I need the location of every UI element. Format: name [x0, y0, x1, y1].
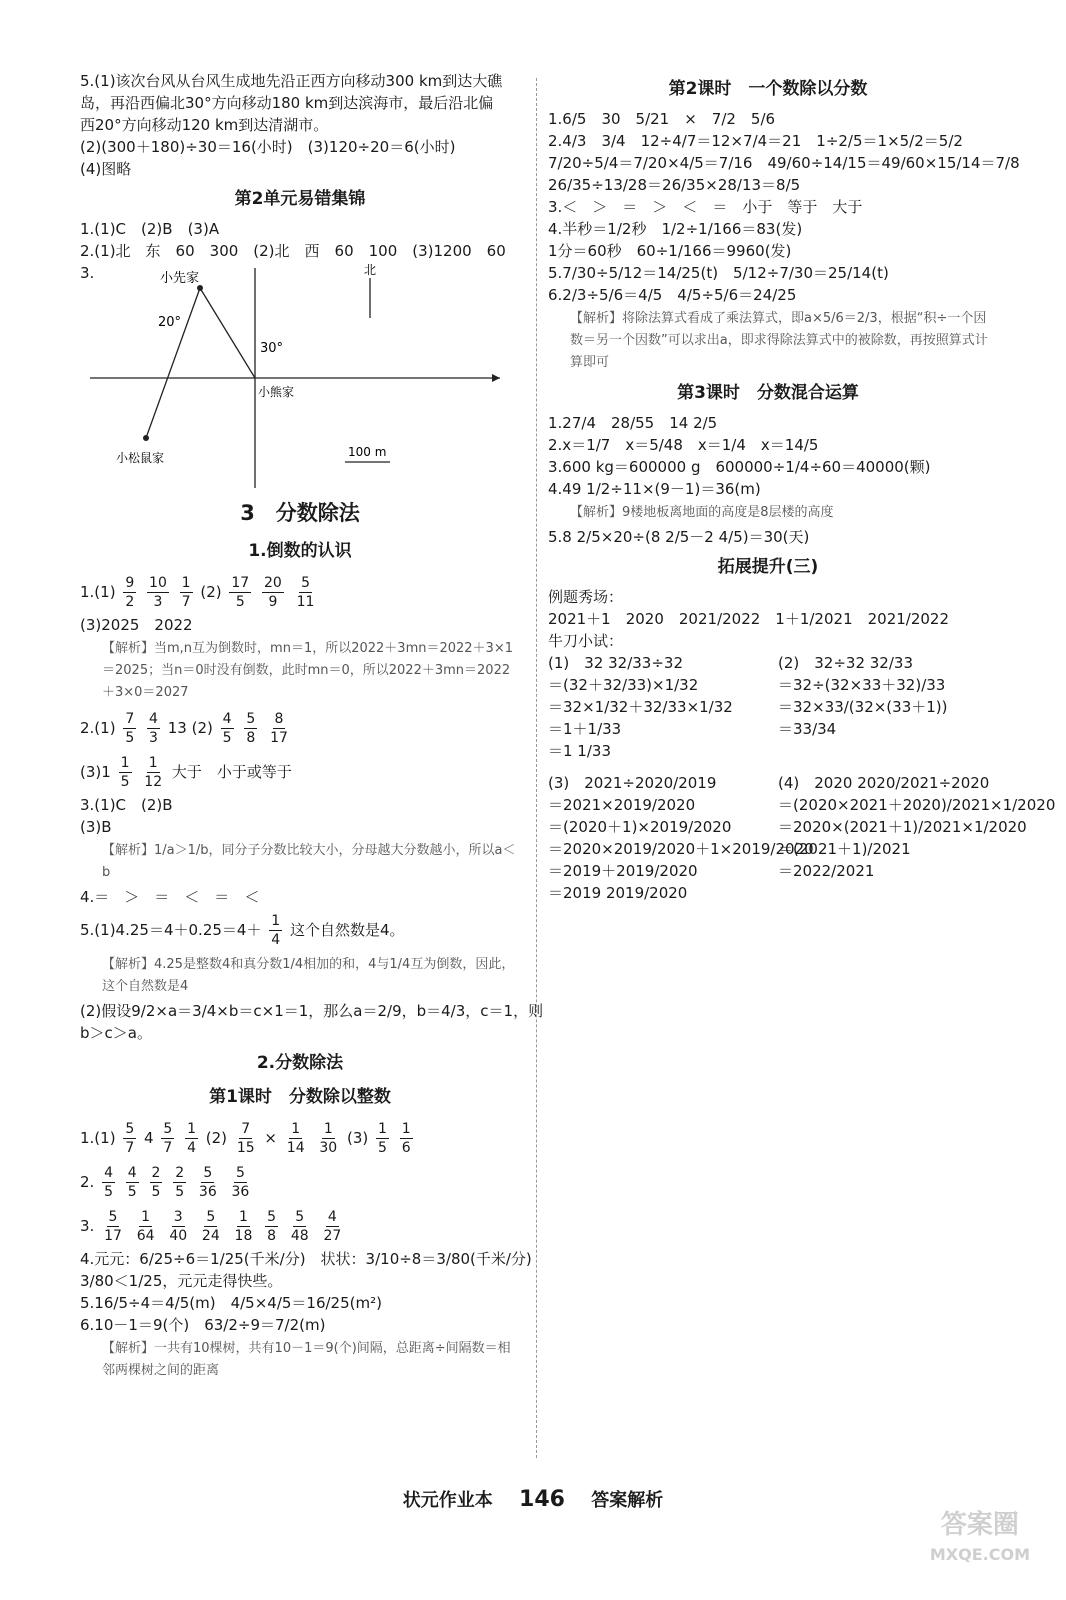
lesson-title: 第1课时 分数除以整数	[209, 1087, 391, 1107]
label-north: 北	[364, 263, 377, 277]
answer-line: (3)B	[80, 818, 112, 836]
answer-line: 牛刀小试：	[548, 632, 624, 650]
answer-line: (3)2025 2022	[80, 616, 193, 634]
answer-line: 2.(1) $\frac{7}{5}$ $\frac{4}{3}$ 13 (2) $\frac{4}{5}$ $\frac{5}{8}$ $\frac{8}{17}$	[80, 711, 288, 746]
label-songshu: 小松鼠家	[116, 451, 165, 465]
answer-line: 1.27/4 28/55 14 2/5	[548, 414, 718, 432]
answer-line: 4.元元：6/25÷6＝1/25(千米/分) 状状：3/10÷8＝3/80(千米/分)	[80, 1250, 532, 1268]
section-title: 2.分数除法	[256, 1053, 344, 1073]
explanation: 【解析】当m,n互为倒数时，mn＝1，所以2022＋3mn＝2022＋3×1＝2025；当n＝0时没有倒数，此时mn＝0，所以2022＋3mn＝2022＋3×0＝2027	[102, 641, 513, 700]
explanation: 【解析】将除法算式看成了乘法算式，即a×5/6＝2/3，根据“积÷一个因数＝另一个因数”可以求出a，即求得除法算式中的被除数，再按照算式计算即可	[570, 311, 988, 370]
songshu-point	[143, 435, 149, 441]
explanation: 【解析】一共有10棵树，共有10－1＝9(个)间隔，总距离÷间隔数＝相邻两棵树之间的距离	[102, 1341, 511, 1378]
answer-line: 2021＋1 2020 2021/2022 1＋1/2021 2021/2022	[548, 610, 950, 628]
book-title: 状元作业本	[402, 1490, 493, 1511]
answer-line: 2.x＝1/7 x＝5/48 x＝1/4 x＝14/5	[548, 436, 819, 454]
answer-line: 2.4/3 3/4 12÷4/7＝12×7/4＝21 1÷2/5＝1×5/2＝5/2	[548, 132, 963, 150]
label-30deg: 30°	[260, 341, 284, 356]
answer-line: 3/80＜1/25，元元走得快些。	[80, 1272, 283, 1290]
answer-line: (3)1 $\frac{1}{5}$ $\frac{1}{12}$ 大于 小于或等于	[80, 755, 292, 790]
answer-line: 6.2/3÷5/6＝4/5 4/5÷5/6＝24/25	[548, 286, 797, 304]
answer-line: 4.49 1/2÷11×(9－1)＝36(m)	[548, 480, 761, 498]
watermark: 答案圈 MXQE.COM	[929, 1510, 1030, 1564]
path-segment-1	[200, 288, 255, 378]
answer-line: 岛，再沿西偏北30°方向移动180 km到达滨海市，最后沿北偏	[80, 94, 494, 112]
answer-line: 5.16/5÷4＝4/5(m) 4/5×4/5＝16/25(m²)	[80, 1294, 382, 1312]
answer-line: (2)(300＋180)÷30＝16(小时) (3)120÷20＝6(小时)	[80, 138, 456, 156]
answer-line: 5.(1)该次台风从台风生成地先沿正西方向移动300 km到达大礁	[80, 72, 503, 90]
label-20deg: 20°	[158, 315, 182, 330]
lesson-title: 第3课时 分数混合运算	[677, 383, 859, 403]
label-scale: 100 m	[348, 445, 387, 459]
page-number: 146	[519, 1487, 565, 1512]
section-title: 1.倒数的认识	[248, 541, 352, 561]
problem-3: (3) 2021÷2020/2019 ＝2021×2019/2020 ＝(2020＋1)×2019/2020 ＝2020×2019/2020＋1×2019/2020 ＝2019＋2019/2020 ＝2019 2019/2020	[548, 774, 814, 902]
answer-line: (4)图略	[80, 160, 132, 178]
direction-diagram	[80, 263, 520, 488]
answer-line: 5.8 2/5×20÷(8 2/5－2 4/5)＝30(天)	[548, 528, 810, 546]
answer-line: 26/35÷13/28＝26/35×28/13＝8/5	[548, 176, 801, 194]
answer-line: 2. $\frac{4}{5}$ $\frac{4}{5}$ $\frac{2}{5}$ $\frac{2}{5}$ $\frac{5}{36}$ $\frac{5}{36}$	[80, 1165, 250, 1200]
answer-line: 1.6/5 30 5/21 × 7/2 5/6	[548, 110, 776, 128]
direction-diagram-svg	[80, 263, 520, 488]
section-title: 第2单元易错集锦	[234, 189, 366, 209]
answer-line: 例题秀场：	[548, 588, 624, 606]
problem-2: (2) 32÷32 32/33 ＝32÷(32×33＋32)/33 ＝32×33/(32×(33＋1)) ＝33/34	[778, 654, 948, 738]
answer-line: 6.10－1＝9(个) 63/2÷9＝7/2(m)	[80, 1316, 326, 1334]
answer-line: 4.半秒＝1/2秒 1/2÷1/166＝83(发)	[548, 220, 803, 238]
problem-1: (1) 32 32/33÷32 ＝(32＋32/33)×1/32 ＝32×1/32＋32/33×1/32 ＝1＋1/33 ＝1 1/33	[548, 654, 733, 760]
answer-line: b＞c＞a。	[80, 1024, 152, 1042]
explanation: 【解析】1/a＞1/b，同分子分数比较大小，分母越大分数越小，所以a＜b	[102, 843, 516, 880]
explanation: 【解析】4.25是整数4和真分数1/4相加的和，4与1/4互为倒数，因此，这个自然数是4	[102, 957, 515, 994]
right-column	[548, 70, 1056, 904]
answer-line: 1.(1) $\frac{5}{7}$ 4 $\frac{5}{7}$ $\frac{1}{4}$ (2) $\frac{7}{15}$ × $\frac{1}{14}$ $\frac{1}{30}$ (3) $\frac{1}{5}$ $\frac{1}{6}$	[80, 1121, 411, 1156]
answer-line: 5.(1)4.25＝4＋0.25＝4＋ $\frac{1}{4}$ 这个自然数是4。	[80, 913, 405, 948]
answer-line: 3. $\frac{5}{17}$ $\frac{1}{64}$ $\frac{3}{40}$ $\frac{5}{24}$ $\frac{1}{18}$ $\frac{5}{8}$ $\frac{5}{48}$ $\frac{4}{27}$	[80, 1209, 342, 1244]
label-xiaoxiong: 小熊家	[258, 385, 295, 399]
section-title: 拓展提升(三)	[717, 557, 819, 577]
chapter-title: 3 分数除法	[240, 501, 360, 525]
answer-line: 1.(1)C (2)B (3)A	[80, 220, 220, 238]
answer-line: 3.600 kg＝600000 g 600000÷1/4÷60＝40000(颗)	[548, 458, 931, 476]
column-divider	[536, 78, 537, 1458]
section-label: 答案解析	[591, 1490, 664, 1511]
page-footer	[0, 1486, 1066, 1512]
answer-line: 1分＝60秒 60÷1/166＝9960(发)	[548, 242, 792, 260]
worked-problems-row-1	[548, 652, 988, 762]
label-xiaoxian: 小先家	[160, 271, 200, 286]
answer-line: 西20°方向移动120 km到达清湖市。	[80, 116, 329, 134]
lesson-title: 第2课时 一个数除以分数	[668, 79, 868, 99]
answer-line: 5.7/30÷5/12＝14/25(t) 5/12÷7/30＝25/14(t)	[548, 264, 889, 282]
explanation: 【解析】9楼地板离地面的高度是8层楼的高度	[570, 505, 834, 520]
answer-line: 2.(1)北 东 60 300 (2)北 西 60 100 (3)1200 60	[80, 242, 506, 260]
axis-arrow	[492, 374, 500, 382]
problem-4: (4) 2020 2020/2021÷2020 ＝(2020×2021＋2020)/2021×1/2020 ＝2020×(2021＋1)/2021×1/2020 ＝(2021＋1)/2021 ＝2022/2021	[778, 774, 1056, 880]
answer-line: 7/20÷5/4＝7/20×4/5＝7/16 49/60÷14/15＝49/60×15/14＝7/8	[548, 154, 1020, 172]
worked-problems-row-2	[548, 772, 1056, 904]
path-segment-2	[146, 288, 200, 438]
answer-line: (2)假设9/2×a＝3/4×b＝c×1＝1，那么a＝2/9，b＝4/3，c＝1，则	[80, 1002, 544, 1020]
answer-line: 3.(1)C (2)B	[80, 796, 173, 814]
answer-line: 1.(1) $\frac{9}{2}$ $\frac{10}{3}$ $\frac{1}{7}$ (2) $\frac{17}{5}$ $\frac{20}{9}$ $\frac{5}{11}$	[80, 575, 315, 610]
answer-line: 4.＝ ＞ ＝ ＜ ＝ ＜	[80, 888, 260, 906]
left-column	[80, 70, 544, 1384]
answer-line: 3.＜ ＞ ＝ ＞ ＜ ＝ 小于 等于 大于	[548, 198, 863, 216]
answer-line: 3.	[80, 264, 95, 282]
